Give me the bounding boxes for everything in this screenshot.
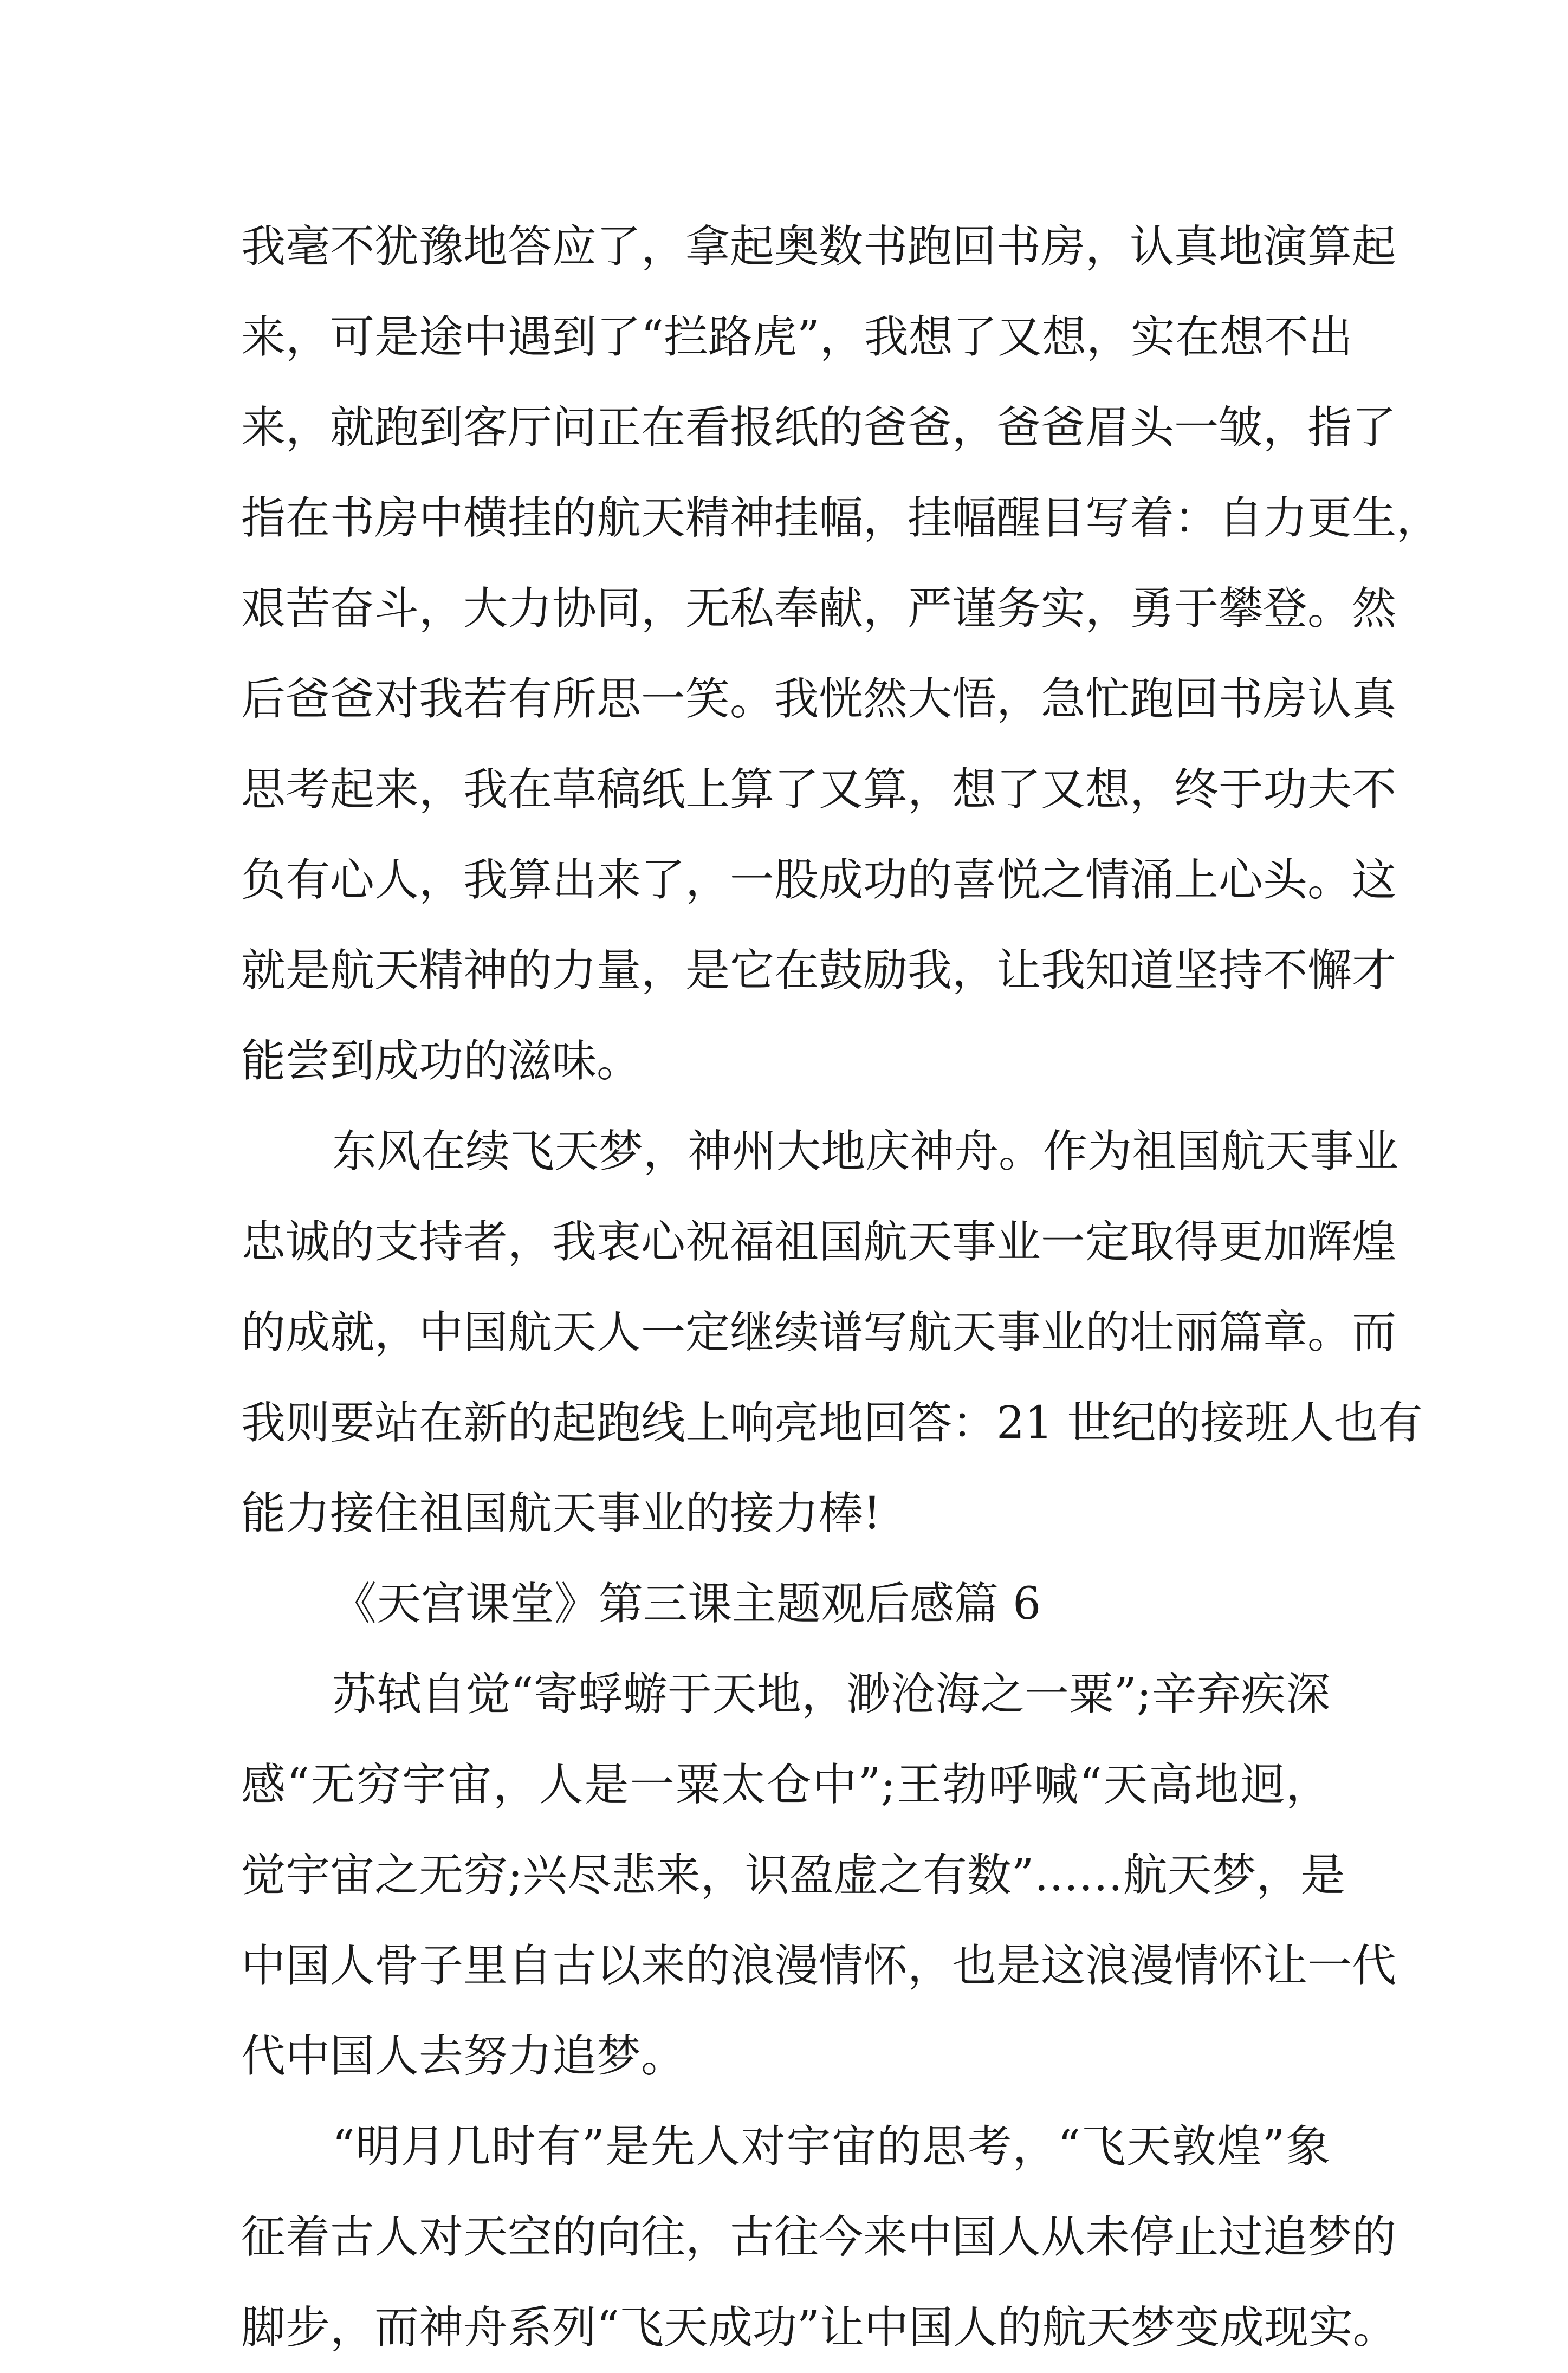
text-line: 负有心人，我算出来了，一股成功的喜悦之情涌上心头。这 <box>241 854 1397 906</box>
text-line: 忠诚的支持者，我衷心祝福祖国航天事业一定取得更加辉煌 <box>241 1216 1397 1268</box>
text-line: 代中国人去努力追梦。 <box>241 2031 686 2082</box>
text-line: 东风在续飞天梦，神州大地庆神舟。作为祖国航天事业 <box>332 1126 1399 1177</box>
text-line: 能尝到成功的滋味。 <box>241 1035 642 1087</box>
text-line: 中国人骨子里自古以来的浪漫情怀，也是这浪漫情怀让一代 <box>241 1940 1397 1992</box>
text-line: 我毫不犹豫地答应了，拿起奥数书跑回书房，认真地演算起 <box>241 221 1397 273</box>
text-line: 来，就跑到客厅问正在看报纸的爸爸，爸爸眉头一皱，指了 <box>241 402 1397 453</box>
text-line: 指在书房中横挂的航天精神挂幅，挂幅醒目写着：自力更生， <box>241 492 1441 544</box>
text-line: 思考起来，我在草稿纸上算了又算，想了又想，终于功夫不 <box>241 764 1397 815</box>
section-heading: 《天宫课堂》第三课主题观后感篇 6 <box>332 1578 1041 1630</box>
text-line: 的成就，中国航天人一定继续谱写航天事业的壮丽篇章。而 <box>241 1307 1397 1358</box>
text-line: 征着古人对天空的向往，古往今来中国人从未停止过追梦的 <box>241 2212 1397 2263</box>
text-line: 艰苦奋斗，大力协同，无私奉献，严谨务实，勇于攀登。然 <box>241 583 1397 634</box>
text-line: 能力接住祖国航天事业的接力棒! <box>241 1488 881 1539</box>
text-line: 脚步，而神舟系列“飞天成功”让中国人的航天梦变成现实。 <box>241 2302 1397 2353</box>
text-line: 感“无穷宇宙，人是一粟太仓中”;王勃呼喊“天高地迥， <box>241 1759 1330 1811</box>
text-line: 后爸爸对我若有所思一笑。我恍然大悟，急忙跑回书房认真 <box>241 673 1397 725</box>
text-line: 苏轼自觉“寄蜉蝣于天地，渺沧海之一粟”;辛弃疾深 <box>332 1669 1330 1720</box>
text-line: “明月几时有”是先人对宇宙的思考，“飞天敦煌”象 <box>332 2121 1330 2173</box>
text-line: 来，可是途中遇到了“拦路虎”，我想了又想，实在想不出 <box>241 312 1353 363</box>
body-text <box>241 202 1441 2373</box>
text-line: 我则要站在新的起跑线上响亮地回答：21 世纪的接班人也有 <box>241 1397 1423 1449</box>
text-line: 就是航天精神的力量，是它在鼓励我，让我知道坚持不懈才 <box>241 945 1397 996</box>
text-line: 觉宇宙之无穷;兴尽悲来，识盈虚之有数”……航天梦，是 <box>241 1850 1345 1901</box>
